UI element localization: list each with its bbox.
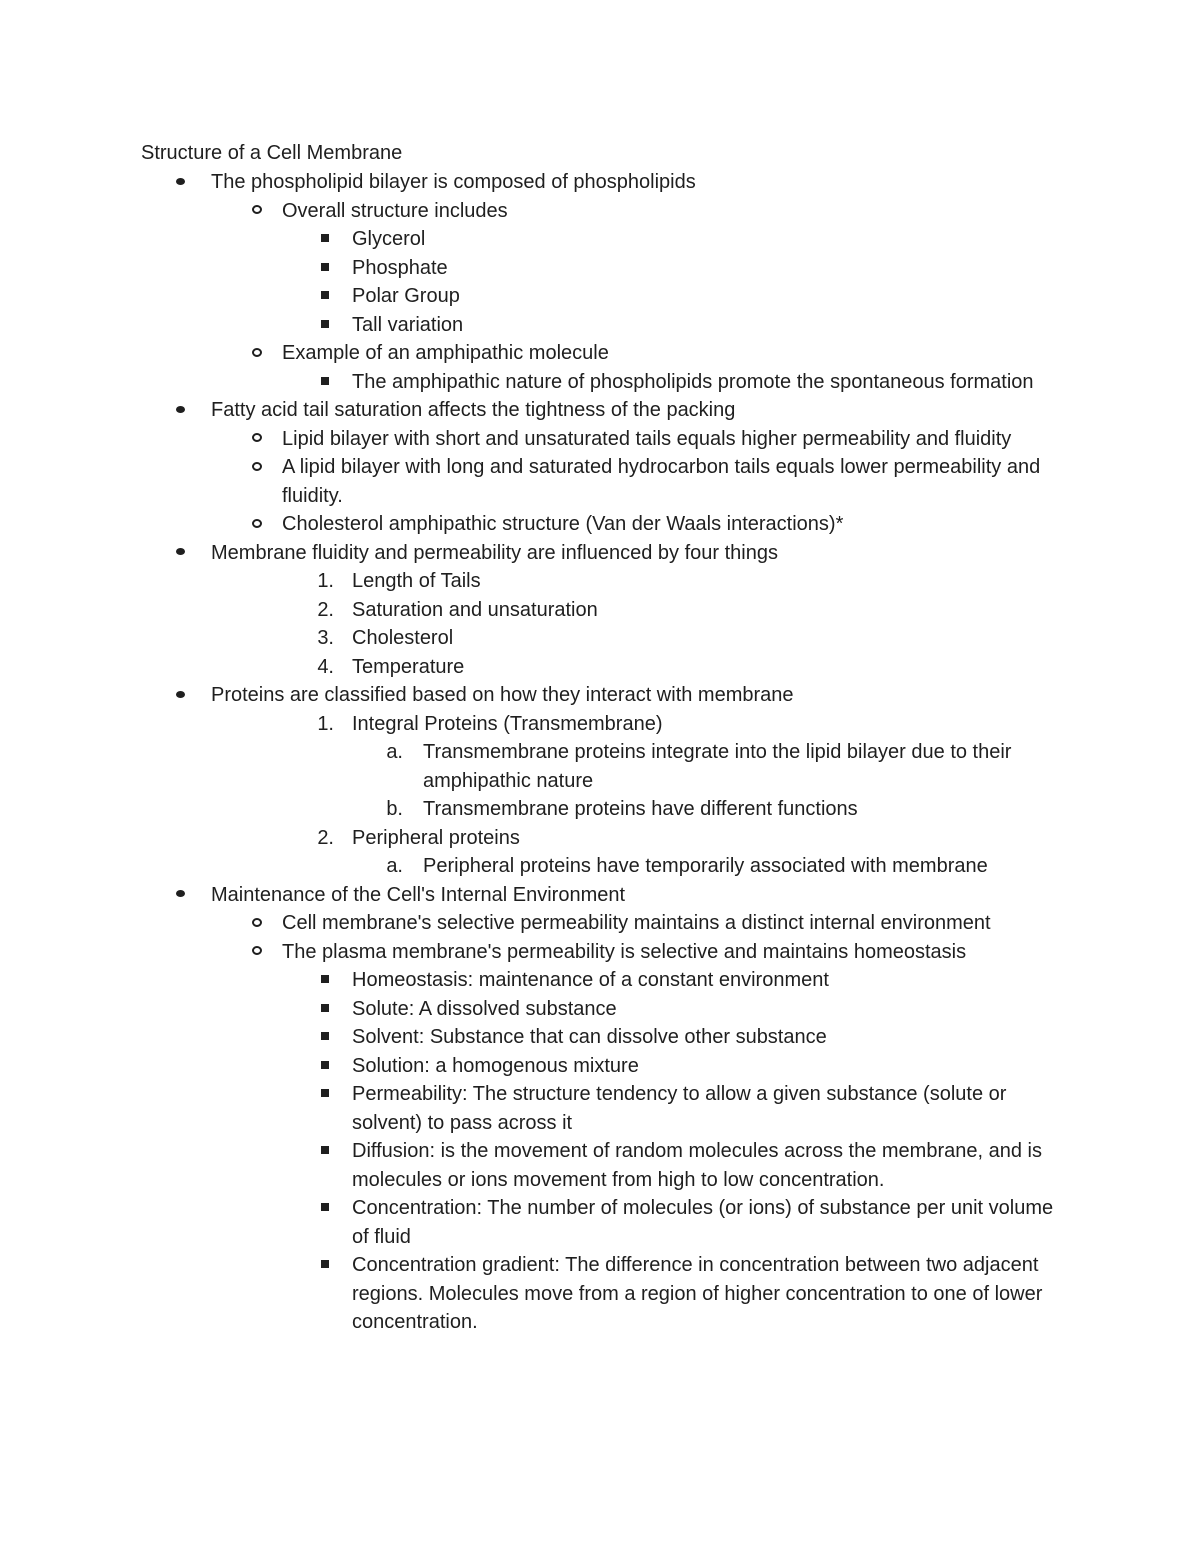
list-item xyxy=(282,909,1072,938)
bullet-dot-icon xyxy=(176,691,185,698)
list-item xyxy=(352,225,1072,254)
list-item-text: Transmembrane proteins have different functions xyxy=(423,798,858,820)
document-outline xyxy=(0,168,1200,1337)
list-bullet xyxy=(310,1137,340,1166)
list-item xyxy=(386,795,1073,824)
list-item xyxy=(352,1194,1072,1251)
list-item-text: Fatty acid tail saturation affects the tightness of the packing xyxy=(211,399,736,421)
list-item-text: Glycerol xyxy=(352,228,426,250)
bullet-square-icon xyxy=(321,975,329,983)
list-item-text: Saturation and unsaturation xyxy=(352,598,598,621)
list-number: 4. xyxy=(317,655,334,678)
list-item-text: Solute: A dissolved substance xyxy=(352,997,617,1020)
list-bullet xyxy=(310,1080,340,1109)
list-item-text: Length of Tails xyxy=(352,570,481,592)
list-number: 2. xyxy=(317,826,334,849)
list-item-text: Concentration: The number of molecules (or ions) of substance per unit volume of fluid xyxy=(352,1197,1054,1248)
list-item xyxy=(282,339,1072,368)
list-item xyxy=(352,311,1072,340)
list-item-text: Cholesterol amphipathic structure (Van der Waals interactions)* xyxy=(282,513,844,535)
list-item-text: Membrane fluidity and permeability are influenced by four things xyxy=(211,541,778,564)
list-item-text: A lipid bilayer with long and saturated hydrocarbon tails equals lower permeability and fluidity. xyxy=(282,456,1041,507)
list-item xyxy=(352,966,1072,995)
list-item xyxy=(282,453,1072,510)
list-item xyxy=(317,824,1072,853)
list-bullet xyxy=(165,396,195,425)
list-item xyxy=(317,567,1072,596)
list-bullet xyxy=(310,966,340,995)
bullet-square-icon xyxy=(321,263,329,271)
list-bullet xyxy=(310,225,340,254)
list-item xyxy=(317,710,1072,739)
list-item xyxy=(317,653,1072,682)
list-item-text: Solution: a homogenous mixture xyxy=(352,1054,639,1077)
list-item-text: Homeostasis: maintenance of a constant environment xyxy=(352,969,829,991)
bullet-circle-icon xyxy=(252,462,262,471)
bullet-square-icon xyxy=(321,320,329,328)
list-item xyxy=(386,852,1073,881)
list-item xyxy=(211,681,1071,710)
bullet-square-icon xyxy=(321,1146,329,1154)
list-bullet xyxy=(310,282,340,311)
list-item xyxy=(211,881,1071,910)
bullet-square-icon xyxy=(321,1061,329,1069)
list-item-text: The amphipathic nature of phospholipids promote the spontaneous formation xyxy=(352,370,1034,393)
list-number: b. xyxy=(386,798,403,820)
list-item xyxy=(211,168,1071,197)
list-bullet xyxy=(165,539,195,568)
bullet-circle-icon xyxy=(252,348,262,357)
list-item-text: Concentration gradient: The difference in concentration between two adjacent regions. Molecules move from a region of higher concentration to one of lower concentration. xyxy=(352,1254,1043,1333)
list-item-text: Permeability: The structure tendency to allow a given substance (solute or solvent) to pass across it xyxy=(352,1083,1007,1134)
bullet-circle-icon xyxy=(252,918,262,927)
list-item-text: Maintenance of the Cell's Internal Environment xyxy=(211,883,626,906)
list-item xyxy=(386,738,1073,795)
list-bullet xyxy=(165,168,195,197)
bullet-square-icon xyxy=(321,234,329,242)
bullet-circle-icon xyxy=(252,433,262,442)
list-bullet xyxy=(242,909,272,938)
list-bullet xyxy=(310,995,340,1024)
list-bullet xyxy=(310,368,340,397)
list-item-text: Phosphate xyxy=(352,256,448,279)
list-number: 2. xyxy=(317,598,334,621)
list-bullet xyxy=(165,881,195,910)
list-bullet xyxy=(310,254,340,283)
list-item xyxy=(352,1080,1072,1137)
list-item xyxy=(352,282,1072,311)
list-item-text: The plasma membrane's permeability is selective and maintains homeostasis xyxy=(282,940,967,963)
list-bullet xyxy=(310,1023,340,1052)
list-number: 1. xyxy=(317,712,334,735)
bullet-square-icon xyxy=(321,377,329,385)
list-item-text: Lipid bilayer with short and unsaturated tails equals higher permeability and fluidity xyxy=(282,427,1012,450)
list-item-text: Tall variation xyxy=(352,313,464,336)
list-item xyxy=(282,197,1072,226)
list-item-text: Overall structure includes xyxy=(282,199,508,222)
list-item xyxy=(352,254,1072,283)
list-item-text: The phospholipid bilayer is composed of phospholipids xyxy=(211,171,696,193)
bullet-square-icon xyxy=(321,1032,329,1040)
list-bullet xyxy=(310,311,340,340)
list-bullet xyxy=(310,1052,340,1081)
bullet-dot-icon xyxy=(176,548,185,555)
list-item xyxy=(282,938,1072,967)
list-item-text: Integral Proteins (Transmembrane) xyxy=(352,712,663,735)
list-item xyxy=(352,368,1072,397)
list-number: a. xyxy=(386,741,403,763)
bullet-circle-icon xyxy=(252,519,262,528)
list-bullet xyxy=(310,1194,340,1223)
list-item-text: Proteins are classified based on how they interact with membrane xyxy=(211,684,794,706)
list-item xyxy=(352,995,1072,1024)
list-item xyxy=(317,596,1072,625)
list-bullet xyxy=(242,339,272,368)
list-item-text: Example of an amphipathic molecule xyxy=(282,342,609,364)
list-bullet xyxy=(242,425,272,454)
list-item xyxy=(352,1251,1072,1337)
list-bullet xyxy=(242,453,272,482)
list-item xyxy=(211,539,1071,568)
bullet-dot-icon xyxy=(176,406,185,413)
bullet-square-icon xyxy=(321,1260,329,1268)
list-bullet xyxy=(242,510,272,539)
bullet-dot-icon xyxy=(176,890,185,897)
list-bullet xyxy=(165,681,195,710)
list-bullet xyxy=(310,1251,340,1280)
document-title: Structure of a Cell Membrane xyxy=(141,142,403,164)
list-item xyxy=(352,1023,1072,1052)
list-item-text: Polar Group xyxy=(352,285,460,307)
list-bullet xyxy=(242,197,272,226)
list-item xyxy=(282,510,1072,539)
list-number: a. xyxy=(386,855,403,877)
bullet-circle-icon xyxy=(252,205,262,214)
list-item xyxy=(352,1052,1072,1081)
list-item-text: Solvent: Substance that can dissolve other substance xyxy=(352,1026,827,1048)
list-bullet xyxy=(242,938,272,967)
list-item-text: Transmembrane proteins integrate into the lipid bilayer due to their amphipathic nature xyxy=(423,741,1012,792)
bullet-circle-icon xyxy=(252,946,262,955)
list-item xyxy=(317,624,1072,653)
bullet-dot-icon xyxy=(176,178,185,185)
bullet-square-icon xyxy=(321,1004,329,1012)
bullet-square-icon xyxy=(321,1203,329,1211)
list-item-text: Peripheral proteins xyxy=(352,826,520,849)
bullet-square-icon xyxy=(321,291,329,299)
list-item-text: Cholesterol xyxy=(352,627,454,649)
list-number: 3. xyxy=(317,627,334,649)
list-item-text: Diffusion: is the movement of random molecules across the membrane, and is molecules or ions movement from high to low concentration. xyxy=(352,1140,1042,1191)
list-item-text: Temperature xyxy=(352,655,465,678)
list-item xyxy=(282,425,1072,454)
list-item xyxy=(352,1137,1072,1194)
list-number: 1. xyxy=(317,570,334,592)
bullet-square-icon xyxy=(321,1089,329,1097)
list-item-text: Cell membrane's selective permeability maintains a distinct internal environment xyxy=(282,912,991,934)
list-item-text: Peripheral proteins have temporarily associated with membrane xyxy=(423,855,988,877)
list-item xyxy=(211,396,1071,425)
